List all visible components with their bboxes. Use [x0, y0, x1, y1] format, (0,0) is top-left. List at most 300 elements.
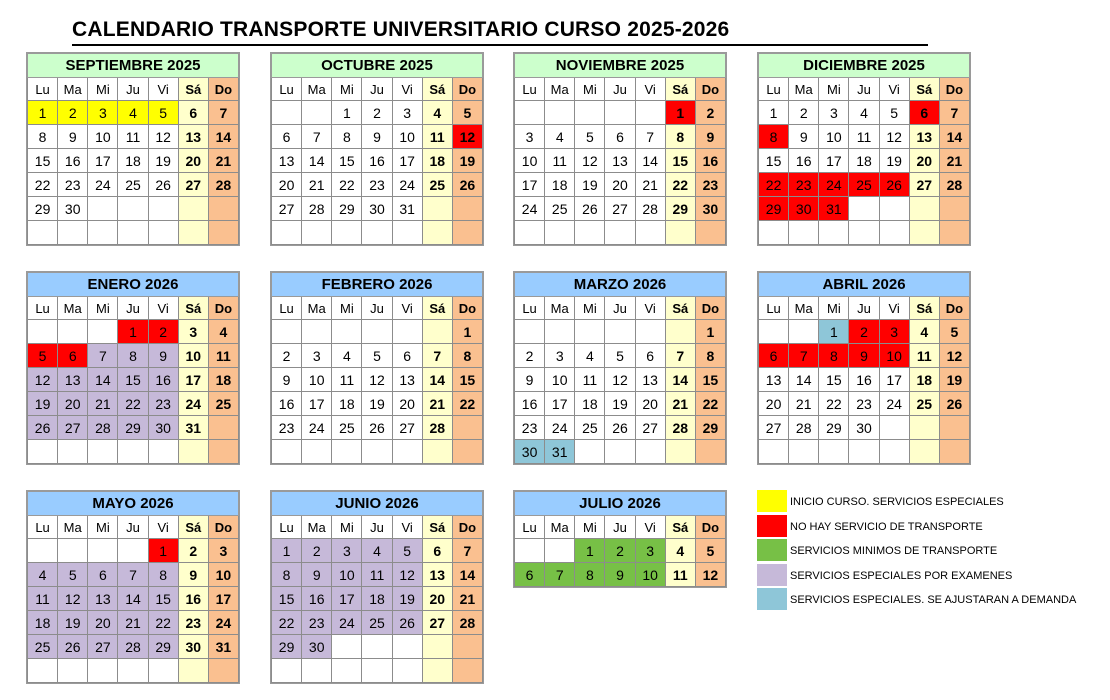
day-cell: 9 — [302, 563, 332, 587]
day-cell: 17 — [392, 149, 422, 173]
day-cell: 26 — [939, 392, 969, 416]
weekday-header: Lu — [272, 516, 302, 539]
weekday-header: Sá — [909, 297, 939, 320]
empty-cell — [909, 221, 939, 245]
empty-cell — [178, 197, 208, 221]
day-cell: 2 — [362, 101, 392, 125]
weekday-header: Vi — [635, 516, 665, 539]
day-cell: 9 — [148, 344, 178, 368]
weekday-header: Vi — [635, 297, 665, 320]
day-cell: 8 — [28, 125, 58, 149]
day-cell: 19 — [148, 149, 178, 173]
empty-cell — [605, 440, 635, 464]
month-calendar — [757, 271, 971, 465]
day-cell: 24 — [208, 611, 238, 635]
day-cell: 15 — [118, 368, 148, 392]
day-cell: 29 — [272, 635, 302, 659]
empty-cell — [545, 539, 575, 563]
day-cell: 20 — [635, 392, 665, 416]
month-title: MAYO 2026 — [28, 492, 239, 516]
day-cell: 25 — [849, 173, 879, 197]
legend-item — [757, 539, 1097, 564]
day-cell: 21 — [88, 392, 118, 416]
day-cell: 22 — [665, 173, 695, 197]
day-cell: 21 — [939, 149, 969, 173]
weekday-header: Ju — [605, 78, 635, 101]
empty-cell — [515, 101, 545, 125]
empty-cell — [452, 221, 482, 245]
day-cell: 7 — [208, 101, 238, 125]
weekday-header: Vi — [879, 78, 909, 101]
day-cell: 10 — [178, 344, 208, 368]
empty-cell — [272, 221, 302, 245]
day-cell: 4 — [362, 539, 392, 563]
legend-item — [757, 588, 1097, 613]
empty-cell — [28, 320, 58, 344]
day-cell: 10 — [392, 125, 422, 149]
day-cell: 4 — [849, 101, 879, 125]
empty-cell — [422, 440, 452, 464]
weekday-header: Vi — [148, 516, 178, 539]
day-cell: 1 — [118, 320, 148, 344]
day-cell: 2 — [605, 539, 635, 563]
day-cell: 27 — [909, 173, 939, 197]
day-cell: 26 — [575, 197, 605, 221]
day-cell: 13 — [272, 149, 302, 173]
month-calendar — [26, 271, 240, 465]
empty-cell — [789, 221, 819, 245]
empty-cell — [28, 440, 58, 464]
empty-cell — [452, 635, 482, 659]
day-cell: 4 — [545, 125, 575, 149]
day-cell: 11 — [28, 587, 58, 611]
empty-cell — [148, 197, 178, 221]
empty-cell — [118, 197, 148, 221]
month-title: ENERO 2026 — [28, 273, 239, 297]
day-cell: 27 — [422, 611, 452, 635]
empty-cell — [665, 440, 695, 464]
empty-cell — [452, 659, 482, 683]
day-cell: 5 — [695, 539, 725, 563]
weekday-header: Vi — [148, 78, 178, 101]
day-cell: 19 — [605, 392, 635, 416]
empty-cell — [58, 659, 88, 683]
empty-cell — [28, 221, 58, 245]
day-cell: 21 — [452, 587, 482, 611]
day-cell: 14 — [88, 368, 118, 392]
day-cell: 10 — [332, 563, 362, 587]
day-cell: 28 — [452, 611, 482, 635]
day-cell: 24 — [819, 173, 849, 197]
day-cell: 23 — [695, 173, 725, 197]
day-cell: 15 — [759, 149, 789, 173]
day-cell: 17 — [332, 587, 362, 611]
empty-cell — [452, 440, 482, 464]
weekday-header: Do — [695, 297, 725, 320]
day-cell: 5 — [939, 320, 969, 344]
day-cell: 7 — [789, 344, 819, 368]
weekday-header: Mi — [575, 297, 605, 320]
day-cell: 31 — [208, 635, 238, 659]
day-cell: 13 — [422, 563, 452, 587]
weekday-header: Do — [452, 516, 482, 539]
empty-cell — [148, 221, 178, 245]
empty-cell — [88, 659, 118, 683]
empty-cell — [332, 440, 362, 464]
day-cell: 22 — [272, 611, 302, 635]
day-cell: 30 — [362, 197, 392, 221]
day-cell: 26 — [28, 416, 58, 440]
day-cell: 16 — [272, 392, 302, 416]
day-cell: 29 — [148, 635, 178, 659]
empty-cell — [302, 221, 332, 245]
day-cell: 20 — [178, 149, 208, 173]
day-cell: 16 — [695, 149, 725, 173]
day-cell: 8 — [575, 563, 605, 587]
month-title: JULIO 2026 — [515, 492, 726, 516]
day-cell: 28 — [789, 416, 819, 440]
day-cell: 11 — [575, 368, 605, 392]
month-table — [271, 53, 483, 245]
day-cell: 1 — [332, 101, 362, 125]
empty-cell — [422, 221, 452, 245]
day-cell: 18 — [849, 149, 879, 173]
weekday-header: Ju — [849, 297, 879, 320]
day-cell: 12 — [148, 125, 178, 149]
day-cell: 17 — [879, 368, 909, 392]
day-cell: 5 — [148, 101, 178, 125]
weekday-header: Sá — [665, 78, 695, 101]
legend-item — [757, 490, 1097, 515]
weekday-header: Ju — [362, 78, 392, 101]
weekday-header: Ju — [605, 297, 635, 320]
day-cell: 26 — [362, 416, 392, 440]
day-cell: 18 — [208, 368, 238, 392]
empty-cell — [939, 197, 969, 221]
day-cell: 3 — [515, 125, 545, 149]
weekday-header: Sá — [665, 297, 695, 320]
day-cell: 26 — [148, 173, 178, 197]
day-cell: 7 — [635, 125, 665, 149]
day-cell: 28 — [88, 416, 118, 440]
empty-cell — [515, 221, 545, 245]
weekday-header: Mi — [332, 297, 362, 320]
legend — [757, 490, 1097, 613]
day-cell: 7 — [118, 563, 148, 587]
day-cell: 29 — [695, 416, 725, 440]
day-cell: 30 — [789, 197, 819, 221]
weekday-header: Sá — [422, 78, 452, 101]
empty-cell — [575, 440, 605, 464]
day-cell: 3 — [545, 344, 575, 368]
day-cell: 23 — [272, 416, 302, 440]
day-cell: 11 — [208, 344, 238, 368]
day-cell: 6 — [392, 344, 422, 368]
weekday-header: Do — [695, 516, 725, 539]
day-cell: 18 — [575, 392, 605, 416]
weekday-header: Ma — [789, 297, 819, 320]
day-cell: 7 — [939, 101, 969, 125]
day-cell: 15 — [272, 587, 302, 611]
empty-cell — [118, 539, 148, 563]
day-cell: 9 — [605, 563, 635, 587]
day-cell: 11 — [545, 149, 575, 173]
legend-label: SERVICIOS ESPECIALES POR EXAMENES — [790, 569, 1013, 582]
day-cell: 29 — [118, 416, 148, 440]
empty-cell — [332, 659, 362, 683]
weekday-header: Lu — [759, 78, 789, 101]
day-cell: 13 — [605, 149, 635, 173]
day-cell: 2 — [849, 320, 879, 344]
empty-cell — [695, 221, 725, 245]
weekday-header: Ma — [58, 297, 88, 320]
day-cell: 5 — [575, 125, 605, 149]
day-cell: 1 — [452, 320, 482, 344]
month-calendar — [757, 52, 971, 246]
month-calendar — [26, 52, 240, 246]
day-cell: 30 — [58, 197, 88, 221]
empty-cell — [392, 440, 422, 464]
day-cell: 20 — [605, 173, 635, 197]
empty-cell — [28, 659, 58, 683]
empty-cell — [178, 440, 208, 464]
day-cell: 25 — [362, 611, 392, 635]
empty-cell — [515, 539, 545, 563]
month-title: DICIEMBRE 2025 — [759, 54, 970, 78]
day-cell: 29 — [819, 416, 849, 440]
day-cell: 26 — [392, 611, 422, 635]
day-cell: 27 — [759, 416, 789, 440]
weekday-header: Do — [208, 78, 238, 101]
day-cell: 9 — [272, 368, 302, 392]
day-cell: 5 — [452, 101, 482, 125]
day-cell: 15 — [28, 149, 58, 173]
day-cell: 3 — [88, 101, 118, 125]
legend-swatch — [757, 564, 787, 586]
day-cell: 29 — [28, 197, 58, 221]
day-cell: 10 — [302, 368, 332, 392]
day-cell: 19 — [879, 149, 909, 173]
day-cell: 26 — [879, 173, 909, 197]
empty-cell — [939, 416, 969, 440]
empty-cell — [332, 221, 362, 245]
day-cell: 19 — [939, 368, 969, 392]
day-cell: 27 — [178, 173, 208, 197]
empty-cell — [362, 635, 392, 659]
empty-cell — [909, 197, 939, 221]
empty-cell — [545, 101, 575, 125]
day-cell: 25 — [28, 635, 58, 659]
day-cell: 11 — [362, 563, 392, 587]
month-title: NOVIEMBRE 2025 — [515, 54, 726, 78]
day-cell: 3 — [879, 320, 909, 344]
legend-swatch — [757, 588, 787, 610]
day-cell: 6 — [58, 344, 88, 368]
day-cell: 5 — [58, 563, 88, 587]
day-cell: 11 — [118, 125, 148, 149]
empty-cell — [88, 320, 118, 344]
day-cell: 18 — [28, 611, 58, 635]
day-cell: 8 — [665, 125, 695, 149]
day-cell: 20 — [272, 173, 302, 197]
day-cell: 1 — [665, 101, 695, 125]
weekday-header: Lu — [28, 78, 58, 101]
empty-cell — [819, 221, 849, 245]
weekday-header: Vi — [392, 516, 422, 539]
day-cell: 8 — [332, 125, 362, 149]
empty-cell — [575, 221, 605, 245]
day-cell: 17 — [545, 392, 575, 416]
day-cell: 10 — [635, 563, 665, 587]
day-cell: 16 — [178, 587, 208, 611]
day-cell: 22 — [452, 392, 482, 416]
day-cell: 2 — [272, 344, 302, 368]
day-cell: 15 — [148, 587, 178, 611]
day-cell: 1 — [575, 539, 605, 563]
day-cell: 23 — [362, 173, 392, 197]
empty-cell — [88, 197, 118, 221]
empty-cell — [178, 221, 208, 245]
day-cell: 22 — [148, 611, 178, 635]
day-cell: 16 — [849, 368, 879, 392]
day-cell: 7 — [452, 539, 482, 563]
day-cell: 24 — [392, 173, 422, 197]
day-cell: 16 — [148, 368, 178, 392]
day-cell: 13 — [635, 368, 665, 392]
weekday-header: Ju — [118, 78, 148, 101]
empty-cell — [208, 221, 238, 245]
day-cell: 28 — [118, 635, 148, 659]
month-title: ABRIL 2026 — [759, 273, 970, 297]
month-calendar — [270, 271, 484, 465]
day-cell: 14 — [635, 149, 665, 173]
day-cell: 31 — [545, 440, 575, 464]
day-cell: 14 — [789, 368, 819, 392]
empty-cell — [118, 659, 148, 683]
empty-cell — [605, 320, 635, 344]
weekday-header: Do — [208, 297, 238, 320]
weekday-header: Lu — [515, 297, 545, 320]
weekday-header: Ma — [58, 78, 88, 101]
month-table — [271, 272, 483, 464]
day-cell: 13 — [178, 125, 208, 149]
day-cell: 19 — [58, 611, 88, 635]
day-cell: 21 — [665, 392, 695, 416]
weekday-header: Ma — [545, 78, 575, 101]
day-cell: 1 — [148, 539, 178, 563]
day-cell: 17 — [819, 149, 849, 173]
day-cell: 10 — [879, 344, 909, 368]
day-cell: 27 — [392, 416, 422, 440]
day-cell: 28 — [208, 173, 238, 197]
day-cell: 3 — [178, 320, 208, 344]
day-cell: 6 — [909, 101, 939, 125]
day-cell: 28 — [635, 197, 665, 221]
empty-cell — [118, 440, 148, 464]
empty-cell — [272, 659, 302, 683]
month-title: FEBRERO 2026 — [272, 273, 483, 297]
empty-cell — [148, 659, 178, 683]
day-cell: 27 — [635, 416, 665, 440]
day-cell: 13 — [909, 125, 939, 149]
empty-cell — [392, 635, 422, 659]
empty-cell — [939, 440, 969, 464]
day-cell: 27 — [58, 416, 88, 440]
day-cell: 23 — [849, 392, 879, 416]
day-cell: 16 — [58, 149, 88, 173]
day-cell: 25 — [118, 173, 148, 197]
day-cell: 9 — [178, 563, 208, 587]
day-cell: 6 — [759, 344, 789, 368]
weekday-header: Ju — [118, 516, 148, 539]
day-cell: 3 — [635, 539, 665, 563]
day-cell: 6 — [422, 539, 452, 563]
empty-cell — [635, 440, 665, 464]
day-cell: 13 — [58, 368, 88, 392]
day-cell: 24 — [545, 416, 575, 440]
day-cell: 2 — [58, 101, 88, 125]
day-cell: 3 — [208, 539, 238, 563]
empty-cell — [422, 659, 452, 683]
month-calendar — [26, 490, 240, 684]
day-cell: 14 — [118, 587, 148, 611]
empty-cell — [635, 221, 665, 245]
weekday-header: Mi — [88, 78, 118, 101]
day-cell: 15 — [819, 368, 849, 392]
month-table — [271, 491, 483, 683]
empty-cell — [332, 635, 362, 659]
empty-cell — [88, 221, 118, 245]
day-cell: 19 — [575, 173, 605, 197]
day-cell: 24 — [178, 392, 208, 416]
weekday-header: Sá — [665, 516, 695, 539]
empty-cell — [58, 320, 88, 344]
empty-cell — [178, 659, 208, 683]
empty-cell — [208, 659, 238, 683]
weekday-header: Sá — [422, 516, 452, 539]
empty-cell — [302, 320, 332, 344]
day-cell: 9 — [849, 344, 879, 368]
day-cell: 4 — [118, 101, 148, 125]
day-cell: 24 — [332, 611, 362, 635]
day-cell: 1 — [819, 320, 849, 344]
weekday-header: Mi — [575, 78, 605, 101]
day-cell: 10 — [88, 125, 118, 149]
legend-label: NO HAY SERVICIO DE TRANSPORTE — [790, 520, 983, 533]
day-cell: 4 — [909, 320, 939, 344]
month-calendar — [513, 52, 727, 246]
day-cell: 3 — [332, 539, 362, 563]
empty-cell — [759, 440, 789, 464]
weekday-header: Do — [452, 78, 482, 101]
day-cell: 10 — [208, 563, 238, 587]
empty-cell — [392, 221, 422, 245]
day-cell: 5 — [879, 101, 909, 125]
day-cell: 12 — [695, 563, 725, 587]
day-cell: 21 — [208, 149, 238, 173]
empty-cell — [635, 101, 665, 125]
empty-cell — [302, 440, 332, 464]
day-cell: 24 — [515, 197, 545, 221]
day-cell: 8 — [452, 344, 482, 368]
day-cell: 25 — [545, 197, 575, 221]
day-cell: 31 — [819, 197, 849, 221]
empty-cell — [362, 221, 392, 245]
day-cell: 14 — [208, 125, 238, 149]
weekday-header: Sá — [178, 78, 208, 101]
day-cell: 17 — [208, 587, 238, 611]
day-cell: 11 — [422, 125, 452, 149]
